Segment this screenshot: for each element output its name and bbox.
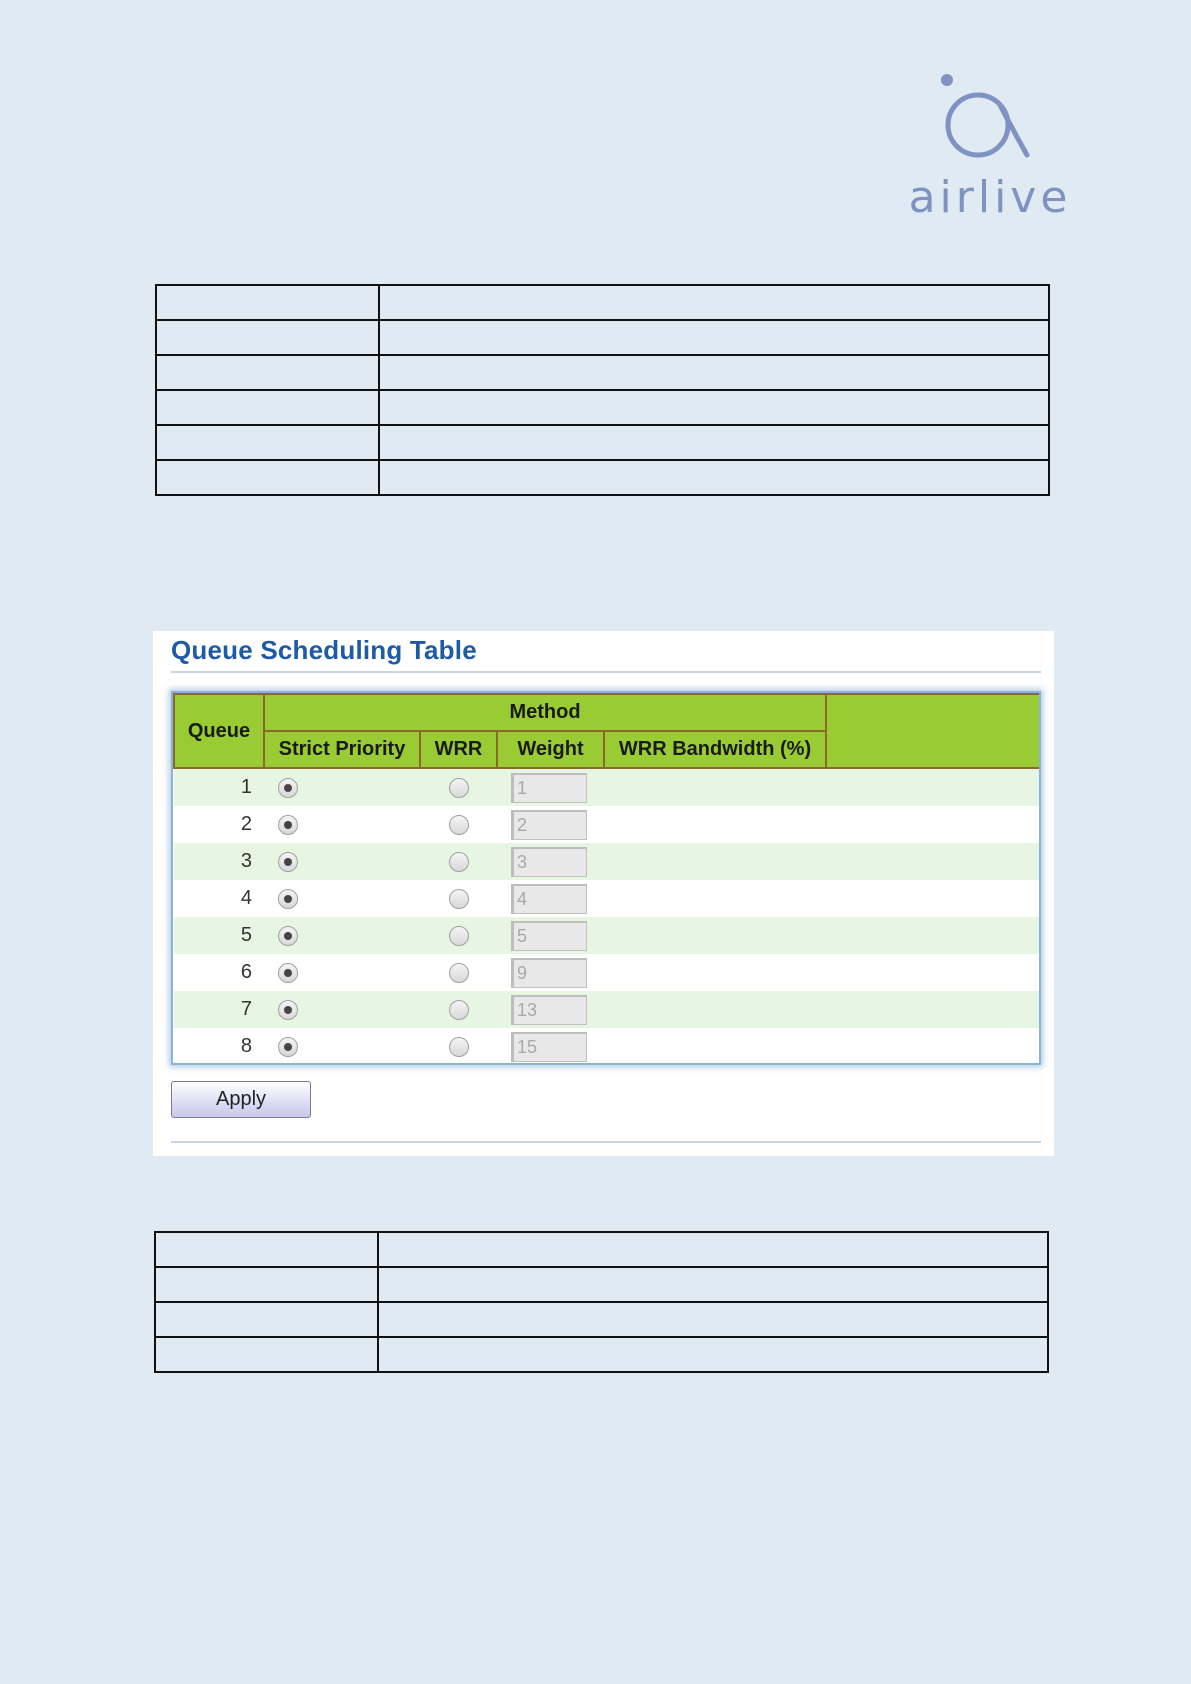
wrr-bandwidth-cell [604,806,826,843]
table-row [174,1028,1040,1065]
table-row [174,991,1040,1028]
empty-cell [826,954,1040,991]
wrr-radio[interactable] [449,852,469,872]
wrr-bandwidth-column-header: WRR Bandwidth (%) [604,731,826,768]
strict-priority-cell [264,880,420,917]
weight-cell [497,806,604,843]
weight-input[interactable] [511,958,587,988]
strict-priority-radio[interactable] [278,778,298,798]
queue-table-frame [171,691,1041,1065]
strict-priority-cell [264,806,420,843]
queue-scheduling-table [173,693,1041,1065]
wrr-radio[interactable] [449,1037,469,1057]
empty-cell [826,880,1040,917]
weight-cell [497,1028,604,1065]
strict-priority-cell [264,954,420,991]
apply-button[interactable]: Apply [171,1081,311,1118]
wrr-bandwidth-cell [604,954,826,991]
strict-priority-radio[interactable] [278,852,298,872]
wrr-radio[interactable] [449,963,469,983]
table-row [174,880,1040,917]
wrr-column-header: WRR [420,731,497,768]
empty-cell [826,806,1040,843]
wrr-cell [420,880,497,917]
wrr-cell [420,954,497,991]
queue-number: 3 [174,843,264,880]
queue-number: 7 [174,991,264,1028]
wrr-bandwidth-cell [604,991,826,1028]
strict-priority-radio[interactable] [278,1037,298,1057]
page-title: Queue Scheduling Table [171,635,477,665]
weight-cell [497,768,604,806]
queue-scheduling-panel [153,631,1054,1156]
weight-input[interactable] [511,995,587,1025]
queue-number: 1 [174,768,264,806]
empty-cell [826,768,1040,806]
strict-priority-radio[interactable] [278,963,298,983]
weight-cell [497,991,604,1028]
empty-cell [826,1028,1040,1065]
airlive-swoosh-icon [895,70,1085,170]
strict-priority-radio[interactable] [278,889,298,909]
wrr-radio[interactable] [449,1000,469,1020]
queue-number: 4 [174,880,264,917]
wrr-radio[interactable] [449,926,469,946]
strict-priority-cell [264,991,420,1028]
wrr-bandwidth-cell [604,768,826,806]
wrr-bandwidth-cell [604,1028,826,1065]
title-divider [171,671,1041,673]
empty-cell [826,843,1040,880]
weight-input[interactable] [511,810,587,840]
empty-cell [826,917,1040,954]
wrr-bandwidth-cell [604,880,826,917]
strict-priority-cell [264,768,420,806]
logo-text: airlive [908,172,1072,223]
queue-number: 5 [174,917,264,954]
bottom-divider [171,1141,1041,1143]
strict-priority-radio[interactable] [278,815,298,835]
strict-priority-radio[interactable] [278,926,298,946]
weight-cell [497,917,604,954]
weight-cell [497,843,604,880]
table-row [174,768,1040,806]
wrr-bandwidth-cell [604,917,826,954]
queue-number: 8 [174,1028,264,1065]
wrr-cell [420,843,497,880]
weight-input[interactable] [511,773,587,803]
empty-column-header [826,694,1040,768]
document-table-bottom [154,1231,1049,1373]
strict-priority-cell [264,1028,420,1065]
wrr-bandwidth-cell [604,843,826,880]
wrr-radio[interactable] [449,889,469,909]
method-column-header: Method [264,694,826,731]
table-row [174,917,1040,954]
queue-column-header: Queue [174,694,264,768]
queue-number: 6 [174,954,264,991]
strict-priority-cell [264,843,420,880]
airlive-logo [895,70,1085,230]
weight-input[interactable] [511,1032,587,1062]
weight-column-header: Weight [497,731,604,768]
wrr-cell [420,806,497,843]
wrr-radio[interactable] [449,815,469,835]
empty-cell [826,991,1040,1028]
table-row [174,843,1040,880]
weight-input[interactable] [511,921,587,951]
table-row [174,954,1040,991]
queue-number: 2 [174,806,264,843]
document-table-top [155,284,1050,496]
weight-input[interactable] [511,884,587,914]
strict-priority-radio[interactable] [278,1000,298,1020]
wrr-cell [420,1028,497,1065]
weight-input[interactable] [511,847,587,877]
table-row [174,806,1040,843]
wrr-cell [420,768,497,806]
strict-priority-cell [264,917,420,954]
weight-cell [497,954,604,991]
wrr-cell [420,917,497,954]
wrr-cell [420,991,497,1028]
wrr-radio[interactable] [449,778,469,798]
weight-cell [497,880,604,917]
strict-priority-column-header: Strict Priority [264,731,420,768]
